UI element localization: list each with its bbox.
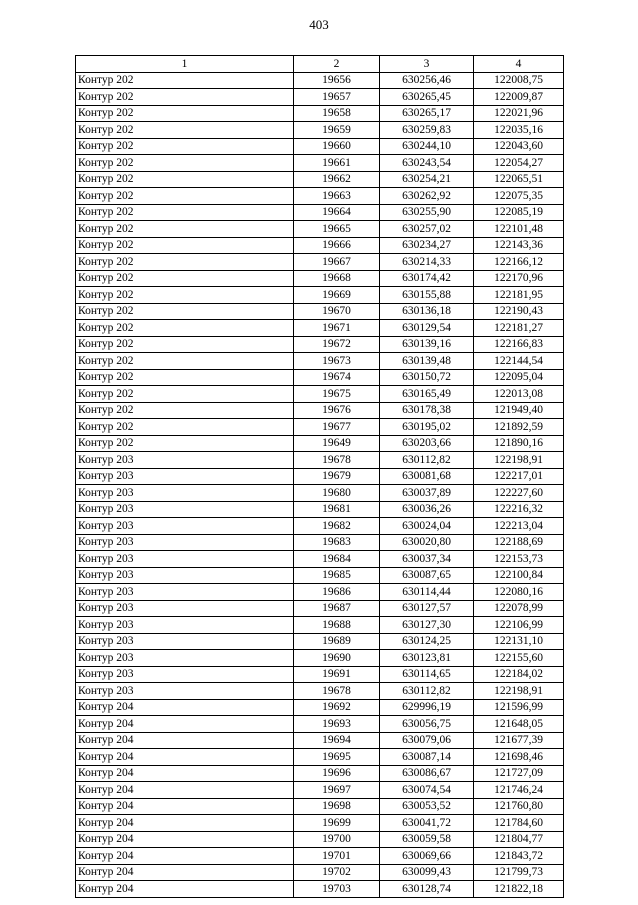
- contour-name-cell: Контур 202: [76, 287, 294, 304]
- coordinate-y-cell: 121843,72: [474, 848, 564, 865]
- coordinate-y-cell: 122216,32: [474, 501, 564, 518]
- contour-name-cell: Контур 203: [76, 633, 294, 650]
- point-number-cell: 19667: [294, 254, 380, 271]
- coordinate-y-cell: 122188,69: [474, 534, 564, 551]
- contour-name-cell: Контур 203: [76, 584, 294, 601]
- coordinate-x-cell: 630165,49: [380, 386, 474, 403]
- coordinate-y-cell: 122181,95: [474, 287, 564, 304]
- contour-name-cell: Контур 204: [76, 831, 294, 848]
- coordinate-y-cell: 121804,77: [474, 831, 564, 848]
- coordinate-y-cell: 121677,39: [474, 732, 564, 749]
- point-number-cell: 19677: [294, 419, 380, 436]
- contour-name-cell: Контур 204: [76, 699, 294, 716]
- table-row: [76, 89, 564, 106]
- coordinate-y-cell: 122131,10: [474, 633, 564, 650]
- point-number-cell: 19671: [294, 320, 380, 337]
- contour-name-cell: Контур 202: [76, 188, 294, 205]
- coordinate-y-cell: 122155,60: [474, 650, 564, 667]
- coordinate-y-cell: 122181,27: [474, 320, 564, 337]
- coordinate-y-cell: 122227,60: [474, 485, 564, 502]
- contour-name-cell: Контур 202: [76, 402, 294, 419]
- table-row: [76, 254, 564, 271]
- coordinate-x-cell: 630087,65: [380, 567, 474, 584]
- coordinate-y-cell: 121949,40: [474, 402, 564, 419]
- coordinate-x-cell: 630255,90: [380, 204, 474, 221]
- contour-name-cell: Контур 204: [76, 782, 294, 799]
- header-row: [76, 56, 564, 73]
- table-row: [76, 188, 564, 205]
- coordinate-y-cell: 122217,01: [474, 468, 564, 485]
- contour-name-cell: Контур 202: [76, 171, 294, 188]
- contour-name-cell: Контур 203: [76, 551, 294, 568]
- coordinate-x-cell: 630265,17: [380, 105, 474, 122]
- point-number-cell: 19697: [294, 782, 380, 799]
- coordinate-x-cell: 630214,33: [380, 254, 474, 271]
- coordinate-x-cell: 630056,75: [380, 716, 474, 733]
- contour-name-cell: Контур 203: [76, 600, 294, 617]
- table-row: [76, 353, 564, 370]
- table-row: [76, 419, 564, 436]
- coordinate-y-cell: 121746,24: [474, 782, 564, 799]
- point-number-cell: 19656: [294, 72, 380, 89]
- coordinate-y-cell: 122008,75: [474, 72, 564, 89]
- table-row: [76, 468, 564, 485]
- contour-name-cell: Контур 202: [76, 435, 294, 452]
- point-number-cell: 19698: [294, 798, 380, 815]
- table-row: [76, 815, 564, 832]
- coordinate-x-cell: 630087,14: [380, 749, 474, 766]
- coordinate-y-cell: 122144,54: [474, 353, 564, 370]
- contour-name-cell: Контур 204: [76, 765, 294, 782]
- coordinate-y-cell: 122100,84: [474, 567, 564, 584]
- contour-name-cell: Контур 203: [76, 650, 294, 667]
- table-row: [76, 122, 564, 139]
- coordinate-x-cell: 630203,66: [380, 435, 474, 452]
- table-row: [76, 716, 564, 733]
- coordinate-y-cell: 121892,59: [474, 419, 564, 436]
- contour-name-cell: Контур 203: [76, 518, 294, 535]
- point-number-cell: 19695: [294, 749, 380, 766]
- contour-name-cell: Контур 202: [76, 138, 294, 155]
- coordinate-y-cell: 122198,91: [474, 452, 564, 469]
- table-row: [76, 567, 564, 584]
- point-number-cell: 19700: [294, 831, 380, 848]
- coordinate-y-cell: 121727,09: [474, 765, 564, 782]
- coordinate-x-cell: 630265,45: [380, 89, 474, 106]
- table-row: [76, 485, 564, 502]
- table-row: [76, 534, 564, 551]
- point-number-cell: 19681: [294, 501, 380, 518]
- table-row: [76, 287, 564, 304]
- coordinate-y-cell: 121648,05: [474, 716, 564, 733]
- contour-name-cell: Контур 202: [76, 254, 294, 271]
- coordinate-x-cell: 630128,74: [380, 881, 474, 898]
- coordinate-y-cell: 122013,08: [474, 386, 564, 403]
- table-row: [76, 864, 564, 881]
- point-number-cell: 19666: [294, 237, 380, 254]
- table-row: [76, 617, 564, 634]
- contour-name-cell: Контур 204: [76, 815, 294, 832]
- contour-name-cell: Контур 202: [76, 122, 294, 139]
- table-row: [76, 831, 564, 848]
- point-number-cell: 19687: [294, 600, 380, 617]
- point-number-cell: 19665: [294, 221, 380, 238]
- contour-name-cell: Контур 204: [76, 881, 294, 898]
- coordinate-x-cell: 630024,04: [380, 518, 474, 535]
- coordinate-x-cell: 630256,46: [380, 72, 474, 89]
- contour-name-cell: Контур 202: [76, 303, 294, 320]
- coordinate-x-cell: 630112,82: [380, 452, 474, 469]
- coordinate-y-cell: 122166,12: [474, 254, 564, 271]
- point-number-cell: 19649: [294, 435, 380, 452]
- contour-name-cell: Контур 204: [76, 798, 294, 815]
- point-number-cell: 19696: [294, 765, 380, 782]
- coordinate-x-cell: 630074,54: [380, 782, 474, 799]
- table-row: [76, 848, 564, 865]
- point-number-cell: 19660: [294, 138, 380, 155]
- coordinate-y-cell: 122021,96: [474, 105, 564, 122]
- coordinate-y-cell: 121760,80: [474, 798, 564, 815]
- coordinate-y-cell: 122143,36: [474, 237, 564, 254]
- contour-name-cell: Контур 202: [76, 204, 294, 221]
- table-row: [76, 336, 564, 353]
- coordinate-x-cell: 630036,26: [380, 501, 474, 518]
- coordinate-x-cell: 630254,21: [380, 171, 474, 188]
- coordinate-x-cell: 630174,42: [380, 270, 474, 287]
- contour-name-cell: Контур 204: [76, 749, 294, 766]
- contour-name-cell: Контур 202: [76, 386, 294, 403]
- coordinate-y-cell: 122198,91: [474, 683, 564, 700]
- coordinate-x-cell: 630155,88: [380, 287, 474, 304]
- point-number-cell: 19680: [294, 485, 380, 502]
- coordinate-x-cell: 630139,48: [380, 353, 474, 370]
- coordinate-y-cell: 122106,99: [474, 617, 564, 634]
- coordinate-x-cell: 630041,72: [380, 815, 474, 832]
- point-number-cell: 19664: [294, 204, 380, 221]
- point-number-cell: 19701: [294, 848, 380, 865]
- point-number-cell: 19678: [294, 683, 380, 700]
- table-row: [76, 732, 564, 749]
- column-header-4: 4: [474, 56, 564, 73]
- column-header-1: 1: [76, 56, 294, 73]
- point-number-cell: 19682: [294, 518, 380, 535]
- coordinate-y-cell: 122054,27: [474, 155, 564, 172]
- coordinate-x-cell: 630099,43: [380, 864, 474, 881]
- coordinate-x-cell: 630262,92: [380, 188, 474, 205]
- coordinate-x-cell: 630127,57: [380, 600, 474, 617]
- point-number-cell: 19673: [294, 353, 380, 370]
- table-row: [76, 452, 564, 469]
- contour-name-cell: Контур 204: [76, 864, 294, 881]
- table-row: [76, 320, 564, 337]
- coordinate-y-cell: 122035,16: [474, 122, 564, 139]
- table-row: [76, 402, 564, 419]
- point-number-cell: 19694: [294, 732, 380, 749]
- coordinate-x-cell: 630114,44: [380, 584, 474, 601]
- coordinate-y-cell: 121784,60: [474, 815, 564, 832]
- point-number-cell: 19689: [294, 633, 380, 650]
- contour-name-cell: Контур 203: [76, 567, 294, 584]
- coordinate-y-cell: 121890,16: [474, 435, 564, 452]
- coordinate-x-cell: 630139,16: [380, 336, 474, 353]
- contour-name-cell: Контур 203: [76, 501, 294, 518]
- table-row: [76, 633, 564, 650]
- coordinate-x-cell: 630257,02: [380, 221, 474, 238]
- point-number-cell: 19672: [294, 336, 380, 353]
- coordinate-y-cell: 121596,99: [474, 699, 564, 716]
- coordinate-x-cell: 630112,82: [380, 683, 474, 700]
- table-row: [76, 221, 564, 238]
- point-number-cell: 19659: [294, 122, 380, 139]
- point-number-cell: 19684: [294, 551, 380, 568]
- coordinate-x-cell: 630069,66: [380, 848, 474, 865]
- coordinate-x-cell: 630234,27: [380, 237, 474, 254]
- contour-name-cell: Контур 202: [76, 369, 294, 386]
- point-number-cell: 19690: [294, 650, 380, 667]
- table-row: [76, 650, 564, 667]
- point-number-cell: 19688: [294, 617, 380, 634]
- table-row: [76, 270, 564, 287]
- table-row: [76, 699, 564, 716]
- contour-name-cell: Контур 202: [76, 336, 294, 353]
- coordinate-x-cell: 630136,18: [380, 303, 474, 320]
- coordinate-x-cell: 630037,89: [380, 485, 474, 502]
- contour-name-cell: Контур 204: [76, 848, 294, 865]
- table-row: [76, 782, 564, 799]
- coordinate-x-cell: 630053,52: [380, 798, 474, 815]
- table-row: [76, 72, 564, 89]
- coordinate-y-cell: 121799,73: [474, 864, 564, 881]
- column-header-2: 2: [294, 56, 380, 73]
- table-row: [76, 749, 564, 766]
- contour-name-cell: Контур 202: [76, 237, 294, 254]
- page-number: 403: [309, 17, 329, 32]
- contour-name-cell: Контур 202: [76, 270, 294, 287]
- table-row: [76, 683, 564, 700]
- point-number-cell: 19668: [294, 270, 380, 287]
- table-row: [76, 369, 564, 386]
- coordinates-table: [75, 55, 564, 898]
- point-number-cell: 19691: [294, 666, 380, 683]
- contour-name-cell: Контур 202: [76, 353, 294, 370]
- point-number-cell: 19674: [294, 369, 380, 386]
- table-row: [76, 600, 564, 617]
- point-number-cell: 19683: [294, 534, 380, 551]
- point-number-cell: 19699: [294, 815, 380, 832]
- table-row: [76, 666, 564, 683]
- coordinate-y-cell: 122080,16: [474, 584, 564, 601]
- point-number-cell: 19663: [294, 188, 380, 205]
- coordinate-y-cell: 122170,96: [474, 270, 564, 287]
- point-number-cell: 19679: [294, 468, 380, 485]
- contour-name-cell: Контур 202: [76, 89, 294, 106]
- coordinate-y-cell: 122213,04: [474, 518, 564, 535]
- table-row: [76, 584, 564, 601]
- coordinate-x-cell: 630178,38: [380, 402, 474, 419]
- contour-name-cell: Контур 203: [76, 452, 294, 469]
- point-number-cell: 19657: [294, 89, 380, 106]
- contour-name-cell: Контур 202: [76, 155, 294, 172]
- contour-name-cell: Контур 203: [76, 485, 294, 502]
- table-row: [76, 435, 564, 452]
- coordinate-x-cell: 630124,25: [380, 633, 474, 650]
- table-row: [76, 138, 564, 155]
- point-number-cell: 19702: [294, 864, 380, 881]
- table-row: [76, 105, 564, 122]
- coordinate-y-cell: 122190,43: [474, 303, 564, 320]
- point-number-cell: 19675: [294, 386, 380, 403]
- contour-name-cell: Контур 203: [76, 617, 294, 634]
- point-number-cell: 19678: [294, 452, 380, 469]
- table-row: [76, 303, 564, 320]
- coordinate-y-cell: 122184,02: [474, 666, 564, 683]
- coordinate-y-cell: 122009,87: [474, 89, 564, 106]
- coordinate-y-cell: 122078,99: [474, 600, 564, 617]
- coordinate-x-cell: 630129,54: [380, 320, 474, 337]
- coordinate-x-cell: 630086,67: [380, 765, 474, 782]
- point-number-cell: 19670: [294, 303, 380, 320]
- point-number-cell: 19703: [294, 881, 380, 898]
- coordinate-x-cell: 630081,68: [380, 468, 474, 485]
- coordinate-x-cell: 630079,06: [380, 732, 474, 749]
- coordinate-x-cell: 630244,10: [380, 138, 474, 155]
- coordinate-x-cell: 630150,72: [380, 369, 474, 386]
- contour-name-cell: Контур 203: [76, 683, 294, 700]
- coordinate-y-cell: 121822,18: [474, 881, 564, 898]
- table-row: [76, 551, 564, 568]
- point-number-cell: 19658: [294, 105, 380, 122]
- coordinate-x-cell: 630195,02: [380, 419, 474, 436]
- coordinate-x-cell: 629996,19: [380, 699, 474, 716]
- coordinate-y-cell: 122166,83: [474, 336, 564, 353]
- table-row: [76, 204, 564, 221]
- point-number-cell: 19692: [294, 699, 380, 716]
- table-body: [76, 72, 564, 897]
- point-number-cell: 19669: [294, 287, 380, 304]
- coordinate-y-cell: 121698,46: [474, 749, 564, 766]
- coordinate-x-cell: 630037,34: [380, 551, 474, 568]
- coordinate-x-cell: 630127,30: [380, 617, 474, 634]
- table-row: [76, 765, 564, 782]
- point-number-cell: 19661: [294, 155, 380, 172]
- contour-name-cell: Контур 202: [76, 72, 294, 89]
- contour-name-cell: Контур 204: [76, 732, 294, 749]
- coordinate-x-cell: 630259,83: [380, 122, 474, 139]
- table-row: [76, 518, 564, 535]
- table-row: [76, 171, 564, 188]
- point-number-cell: 19693: [294, 716, 380, 733]
- table-row: [76, 237, 564, 254]
- point-number-cell: 19662: [294, 171, 380, 188]
- coordinate-x-cell: 630020,80: [380, 534, 474, 551]
- contour-name-cell: Контур 202: [76, 105, 294, 122]
- coordinate-y-cell: 122153,73: [474, 551, 564, 568]
- coordinate-y-cell: 122065,51: [474, 171, 564, 188]
- table-row: [76, 881, 564, 898]
- coordinate-x-cell: 630123,81: [380, 650, 474, 667]
- coordinate-x-cell: 630114,65: [380, 666, 474, 683]
- coordinate-y-cell: 122101,48: [474, 221, 564, 238]
- coordinate-x-cell: 630059,58: [380, 831, 474, 848]
- table-row: [76, 155, 564, 172]
- table-row: [76, 386, 564, 403]
- contour-name-cell: Контур 202: [76, 419, 294, 436]
- coordinate-y-cell: 122085,19: [474, 204, 564, 221]
- column-header-3: 3: [380, 56, 474, 73]
- contour-name-cell: Контур 203: [76, 534, 294, 551]
- contour-name-cell: Контур 204: [76, 716, 294, 733]
- coordinate-y-cell: 122043,60: [474, 138, 564, 155]
- point-number-cell: 19686: [294, 584, 380, 601]
- table-row: [76, 798, 564, 815]
- coordinate-x-cell: 630243,54: [380, 155, 474, 172]
- table-row: [76, 501, 564, 518]
- contour-name-cell: Контур 203: [76, 666, 294, 683]
- point-number-cell: 19685: [294, 567, 380, 584]
- contour-name-cell: Контур 202: [76, 320, 294, 337]
- point-number-cell: 19676: [294, 402, 380, 419]
- contour-name-cell: Контур 202: [76, 221, 294, 238]
- contour-name-cell: Контур 203: [76, 468, 294, 485]
- coordinate-y-cell: 122075,35: [474, 188, 564, 205]
- coordinate-y-cell: 122095,04: [474, 369, 564, 386]
